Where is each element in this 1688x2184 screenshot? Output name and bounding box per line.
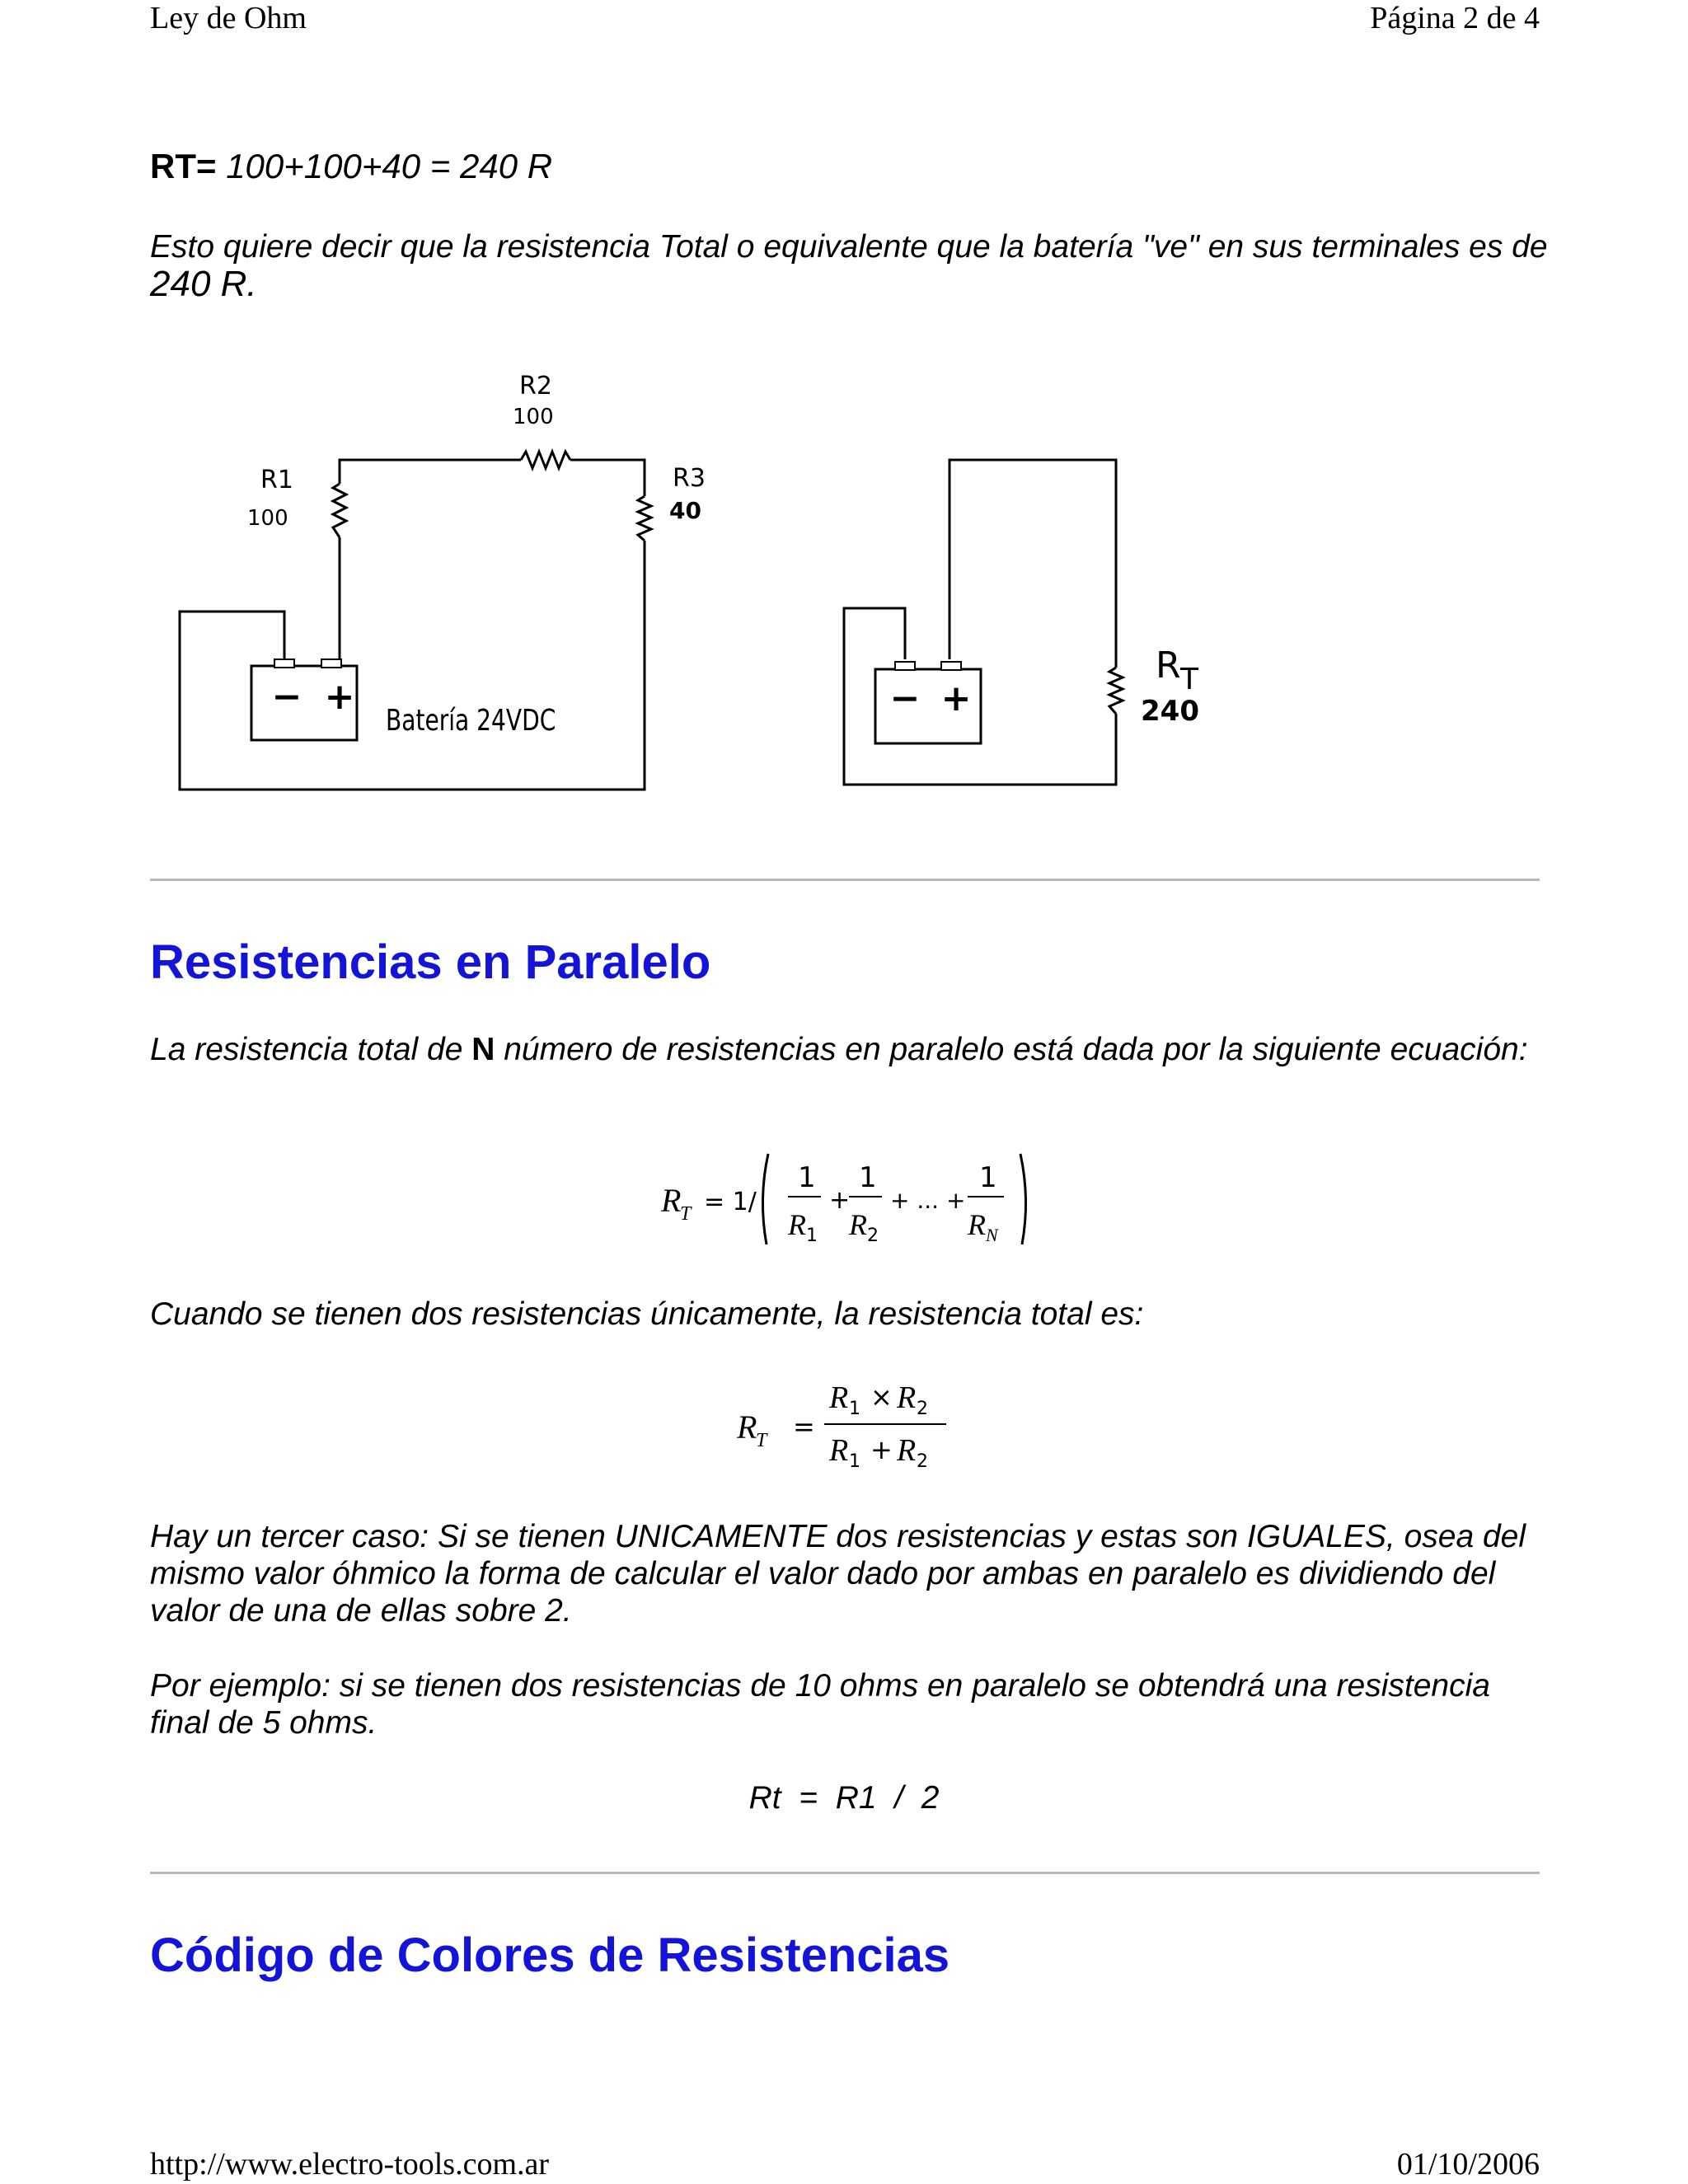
svg-text:R: R — [829, 1380, 849, 1415]
svg-text:R: R — [829, 1433, 849, 1468]
example-text: Por ejemplo: si se tienen dos resistencias de 10 ohms en paralelo se obtendrá una resistencia final de 5 ohms. — [150, 1668, 1490, 1741]
svg-text:R: R — [897, 1380, 917, 1415]
header-page-number: Página 2 de 4 — [1370, 1, 1540, 35]
svg-text:1: 1 — [806, 1226, 818, 1246]
svg-text:2: 2 — [917, 1399, 928, 1419]
formula-two-resistors — [725, 1368, 973, 1483]
two-resistors-text: Cuando se tienen dos resistencias únicamente, la resistencia total es: — [150, 1296, 1144, 1332]
series-explanation: Esto quiere decir que la resistencia Total o equivalente que la batería "ve" en sus terminales es de 240 R. — [150, 229, 1548, 304]
third-case-text: Hay un tercer caso: Si se tienen UNICAMENTE dos resistencias y estas son IGUALES, osea del mismo valor óhmico la forma de calcular el valor dado por ambas en paralelo es dividiendo del valor de una de ellas sobre 2. — [150, 1519, 1526, 1629]
svg-text:×: × — [870, 1381, 893, 1413]
resistor-r2 — [521, 452, 570, 468]
r3-value: 40 — [669, 497, 701, 524]
svg-text:R: R — [968, 1208, 986, 1241]
battery-right-plus: + — [940, 677, 972, 719]
series-circuit-diagrams — [0, 0, 1688, 824]
section-title-parallel: Resistencias en Paralelo — [150, 935, 711, 989]
svg-text:R: R — [788, 1208, 806, 1241]
divider — [150, 879, 1540, 881]
rt-sub: T — [1180, 663, 1198, 696]
svg-text:R: R — [661, 1182, 682, 1219]
svg-text:= 1/: = 1/ — [704, 1188, 757, 1216]
svg-text:T: T — [756, 1430, 767, 1451]
battery-left-plus: + — [324, 676, 355, 718]
svg-text:1: 1 — [849, 1399, 860, 1419]
divider — [150, 1872, 1540, 1874]
formula-parallel-general — [643, 1146, 1055, 1253]
svg-text:+: + — [829, 1186, 851, 1215]
resistor-rt — [1109, 668, 1123, 714]
series-total-value: 100+100+40 = 240 R — [226, 147, 553, 185]
parallel-intro: La resistencia total de N número de resistencias en paralelo está dada por la siguiente ecuación: — [150, 1032, 1528, 1067]
svg-text:R: R — [897, 1433, 917, 1468]
resistor-r3 — [638, 496, 651, 541]
footer-url: http://www.electro-tools.com.ar — [150, 2147, 550, 2182]
svg-text:R: R — [849, 1208, 867, 1241]
svg-text:T: T — [680, 1203, 692, 1225]
svg-text:1: 1 — [859, 1161, 877, 1194]
r1-value: 100 — [247, 506, 288, 531]
resistor-r1 — [333, 484, 346, 537]
r1-label: R1 — [260, 466, 293, 494]
section-title-color-codes: Código de Colores de Resistencias — [150, 1929, 950, 1982]
svg-text:2: 2 — [917, 1451, 928, 1472]
svg-text:1: 1 — [979, 1161, 997, 1194]
footer-date: 01/10/2006 — [1396, 2147, 1540, 2182]
svg-text:1: 1 — [798, 1161, 816, 1194]
svg-text:R: R — [737, 1408, 757, 1446]
svg-text:N: N — [986, 1225, 998, 1245]
svg-text:2: 2 — [867, 1226, 879, 1246]
r2-value: 100 — [513, 405, 554, 429]
battery-left-minus: − — [271, 676, 302, 718]
formula-equal-resistors: Rt = R1 / 2 — [748, 1780, 940, 1816]
battery-left-label: Batería 24VDC — [385, 702, 556, 738]
svg-text:=: = — [793, 1411, 815, 1442]
r2-label: R2 — [519, 372, 552, 401]
svg-text:1: 1 — [849, 1451, 860, 1472]
battery-right-minus: − — [889, 677, 921, 719]
header-title: Ley de Ohm — [150, 1, 307, 35]
svg-text:+: + — [870, 1434, 893, 1465]
svg-text:+ ... +: + ... + — [890, 1187, 966, 1214]
rt-value: 240 — [1141, 695, 1199, 728]
rt-label: R — [1156, 644, 1181, 687]
series-total-label: RT= — [150, 147, 217, 185]
r3-label: R3 — [673, 464, 706, 493]
